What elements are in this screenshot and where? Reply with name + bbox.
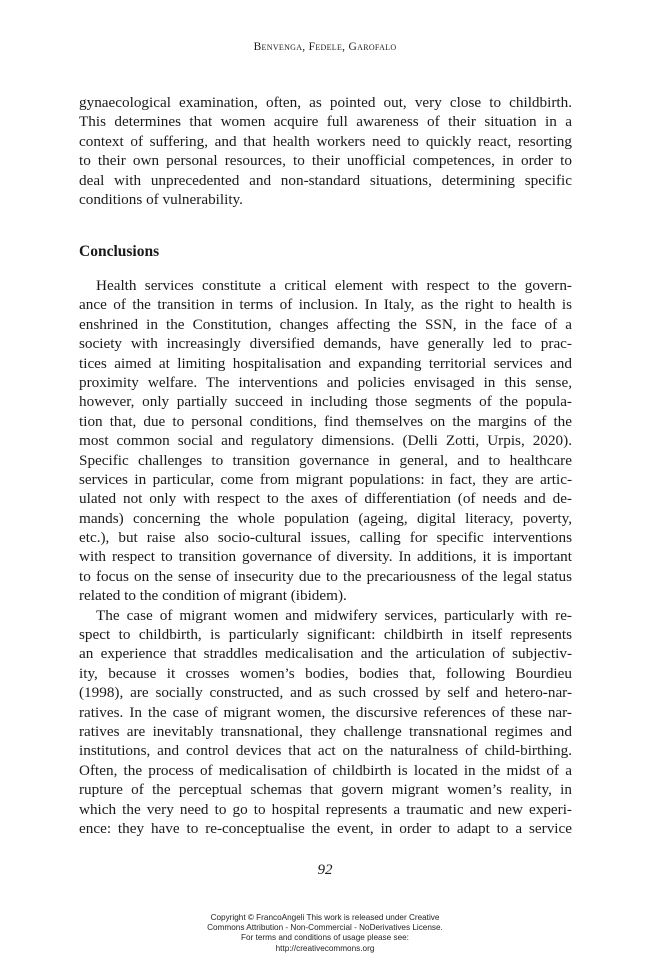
license-line: Commons Attribution - Non-Commercial - NoDerivatives License. [207,923,443,933]
running-head: Benvenga, Fedele, Garofalo [253,41,397,53]
text-line: society with increasingly diversified demands, have generally led to prac- [79,335,572,353]
license-line: Copyright © FrancoAngeli This work is released under Creative [210,913,440,922]
text-line: ulated not only with respect to the axes of differentiation (of needs and de- [79,490,572,508]
paragraph-2 [79,606,572,839]
section-heading: Conclusions [79,243,160,260]
text-line: rupture of the perceptual schemas that govern migrant women’s reality, in [79,781,572,799]
text-line: with respect to transition governance of diversity. In additions, it is important [79,548,572,566]
text-line: ance of the transition in terms of inclusion. In Italy, as the right to health is [79,296,572,314]
text-line: ratives are inevitably transnational, they challenge transnational regimes and [79,722,572,740]
text-line: related to the condition of migrant (ibidem). [79,587,347,605]
text-line: tices aimed at limiting hospitalisation and expanding territorial services and [79,354,572,372]
text-line: institutions, and control devices that act on the naturalness of child-birthing. [79,742,572,760]
text-line: which the very need to go to hospital represents a traumatic and new experi- [79,800,572,818]
text-line: tion that, due to personal conditions, find themselves on the margins of the [79,412,572,430]
text-line: mands) concerning the whole population (ageing, digital literacy, poverty, [79,509,572,527]
text-line: ence: they have to re-conceptualise the event, in order to adapt to a service [79,819,572,837]
text-line: however, only partially succeed in including those segments of the popula- [79,393,572,411]
text-line: services in particular, come from migrant populations: in fact, they are artic- [79,470,572,488]
text-line: Health services constitute a critical element with respect to the govern- [96,277,572,294]
text-line: (1998), are socially constructed, and as such crossed by self and hetero-nar- [79,684,572,702]
text-line: This determines that women acquire full awareness of their situation in a [79,113,572,131]
text-line: most common social and regulatory dimensions. (Delli Zotti, Urpis, 2020). [79,432,572,450]
text-line: Specific challenges to transition governance in general, and to healthcare [79,451,572,469]
text-line: The case of migrant women and midwifery services, particularly with re- [96,606,572,624]
text-line: ity, because it crosses women’s bodies, bodies that, following Bourdieu [79,664,572,682]
text-line: context of suffering, and that health workers need to quickly react, resorting [79,132,572,150]
text-line: to focus on the sense of insecurity due to the precariousness of the legal status [79,567,572,585]
license-line: For terms and conditions of usage please see: [241,933,409,943]
text-line: proximity welfare. The interventions and policies envisaged in this sense, [79,373,572,391]
text-line: to their own personal resources, to their unofficial competences, in order to [79,152,572,170]
license-link[interactable]: http://creativecommons.org [275,943,375,953]
text-line: gynaecological examination, often, as pointed out, very close to childbirth. [79,94,572,111]
page-number: 92 [317,862,333,878]
text-line: an experience that straddles medicalisation and the articulation of subjectiv- [79,645,572,663]
license-notice [0,913,650,954]
text-line: spect to childbirth, is particularly significant: childbirth in itself represents [79,626,572,644]
text-line: ratives. In the case of migrant women, the discursive references of these nar- [79,703,572,721]
body-text [79,276,572,838]
text-line: deal with unprecedented and non-standard situations, determining specific [79,171,572,189]
continuation-paragraph [79,93,572,209]
text-line: enshrined in the Constitution, changes affecting the SSN, in the face of a [79,315,572,333]
text-line: Often, the process of medicalisation of childbirth is located in the midst of a [79,761,572,779]
paragraph-1 [79,276,572,606]
text-line: conditions of vulnerability. [79,190,243,208]
text-line: etc.), but raise also socio-cultural issues, calling for specific interventions [79,529,572,547]
